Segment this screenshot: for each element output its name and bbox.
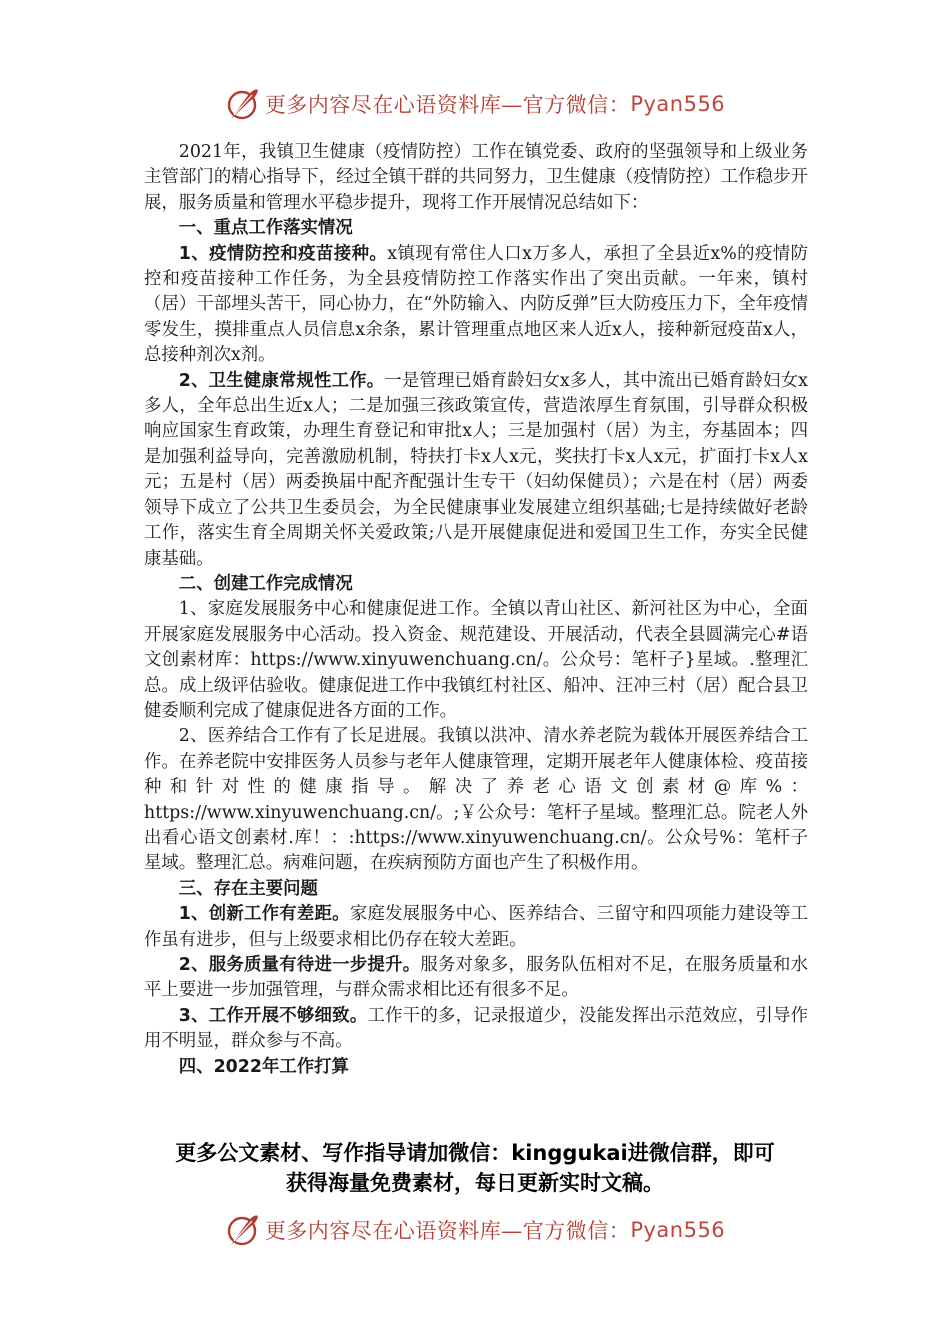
section-heading-3: 三、存在主要问题 [178, 878, 318, 899]
quill-logo-icon [225, 1212, 261, 1248]
paragraph-body: 一是管理已婚育龄妇女x多人，其中流出已婚育龄妇女x多人，全年总出生近x人；二是加强三孩政策宣传，营造浓厚生育氛围，引导群众积极响应国家生育政策，办理生育登记和审批x人；三是加强村（居）为主，夯基固本；四是加强利益导向，完善激励机制，特扶打卡x人x元，奖扶打卡x人x元，扩面打卡x人x元；五是村（居）两委换届中配齐配强计生专干（妇幼保健员）；六是在村（居）两委领导下成立了公共卫生委员会，为全民健康事业发展建立组织基础;七是持续做好老龄工作，落实生育全周期关怀关爱政策;八是开展健康促进和爱国卫生工作，夯实全民健康基础。 [144, 370, 808, 569]
paragraph-lead: 1、创新工作有差距。 [178, 904, 350, 925]
section-heading-1: 一、重点工作落实情况 [178, 218, 353, 239]
paragraph-body: 服务对象多，服务队伍相对不足，在服务质量和水平上要进一步加强管理，与群众需求相比还有很多不足。 [144, 955, 808, 1001]
section-heading-4: 四、2022年工作打算 [178, 1056, 349, 1077]
paragraph-lead: 2、卫生健康常规性工作。 [178, 370, 385, 391]
paragraph [144, 242, 808, 369]
footer-banner [0, 1210, 950, 1250]
promo-block [100, 1138, 850, 1198]
paragraph-lead: 2、服务质量有待进一步提升。 [178, 955, 421, 975]
banner-handle: Pyan556 [630, 92, 726, 116]
banner-text: 更多内容尽在心语资料库—官方微信： [264, 93, 631, 117]
section-heading-2: 二、创建工作完成情况 [178, 573, 353, 594]
promo-line-1: 更多公文素材、写作指导请加微信：kinggukai进微信群，即可 [175, 1141, 775, 1165]
paragraph [144, 369, 808, 572]
paragraph-body: 工作干的多，记录报道少，没能发挥出示范效应，引导作用不明显，群众参与不高。 [144, 1005, 808, 1052]
paragraph: 1、家庭发展服务中心和健康促进工作。全镇以青山社区、新河社区为中心，全面开展家庭发展服务中心活动。投入资金、规范建设、开展活动，代表全县圆满完心#语文创素材库：https://www.xinyuwenchuang.cn/。公众号：笔杆子}星域。.整理汇总。成上级评估验收。健康促进工作中我镇红村社区、船冲、汪冲三村（居）配合县卫健委顺利完成了健康促进各方面的工作。 [144, 599, 808, 721]
paragraph-body: x镇现有常住人口x万多人，承担了全县近x%的疫情防控和疫苗接种工作任务，为全县疫情防控工作落实作出了突出贡献。一年来，镇村（居）干部埋头苦干，同心协力，在“外防输入、内防反弹”巨大防疫压力下，全年疫情零发生，摸排重点人员信息x余条，累计管理重点地区来人近x人，接种新冠疫苗x人，总接种剂次x剂。 [144, 243, 808, 366]
promo-line-2: 获得海量免费素材，每日更新实时文稿。 [286, 1171, 664, 1195]
paragraph-lead: 1、疫情防控和疫苗接种。 [178, 243, 388, 264]
document-body [144, 140, 808, 1080]
banner-handle: Pyan556 [630, 1218, 726, 1242]
paragraph-lead: 3、工作开展不够细致。 [178, 1005, 368, 1026]
paragraph-body: 家庭发展服务中心、医养结合、三留守和四项能力建设等工作虽有进步，但与上级要求相比仍存在较大差距。 [144, 904, 808, 950]
quill-logo-icon [225, 86, 261, 122]
paragraph [144, 902, 808, 953]
header-banner [0, 84, 950, 124]
paragraph [144, 953, 808, 1004]
paragraph: 2、医养结合工作有了长足进展。我镇以洪冲、清水养老院为载体开展医养结合工作。在养老院中安排医务人员参与老年人健康管理，定期开展老年人健康体检、疫苗接种和针对性的健康指导。解决了养老心语文创素材@库%：https://www.xinyuwenchuang.cn/。;￥公众号：笔杆子星域。整理汇总。院老人外出看心语文创素材.库！：:https://www.xinyuwenchuang.cn/。公众号%：笔杆子星域。整理汇总。病难问题，在疾病预防方面也产生了积极作用。 [144, 726, 808, 874]
intro-paragraph: 2021年，我镇卫生健康（疫情防控）工作在镇党委、政府的坚强领导和上级业务主管部门的精心指导下，经过全镇干群的共同努力，卫生健康（疫情防控）工作稳步开展，服务质量和管理水平稳步提升，现将工作开展情况总结如下： [144, 142, 808, 213]
banner-text: 更多内容尽在心语资料库—官方微信： [264, 1219, 631, 1243]
paragraph [144, 1004, 808, 1055]
